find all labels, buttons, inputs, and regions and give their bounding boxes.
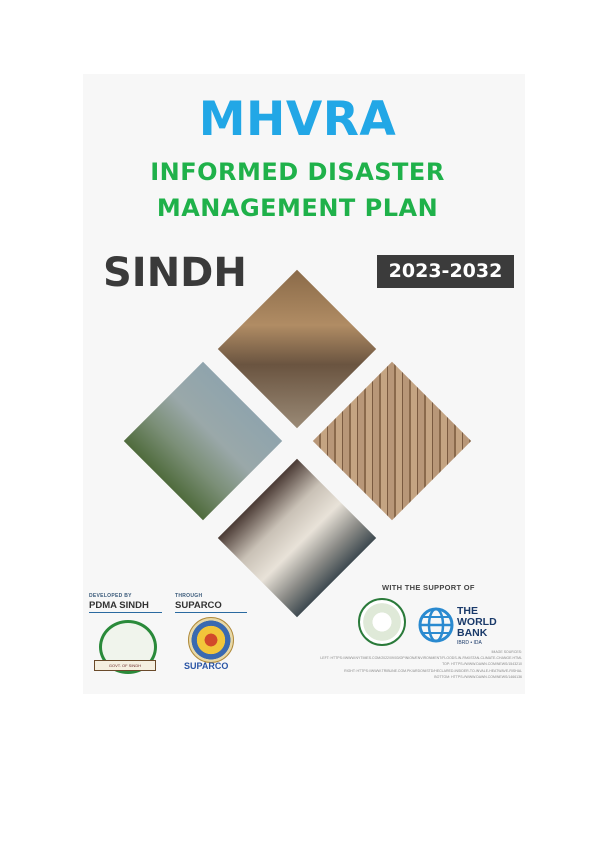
support-label: WITH THE SUPPORT OF bbox=[382, 583, 475, 592]
developed-by-label: DEVELOPED BY bbox=[89, 593, 132, 599]
suparco-logo-text: SUPARCO bbox=[184, 661, 229, 671]
region-label: SINDH bbox=[103, 250, 247, 296]
pdma-seal-ribbon: GOVT. OF SINDH bbox=[94, 660, 156, 671]
subtitle-line-1: INFORMED DISASTER bbox=[150, 158, 445, 186]
image-source-line: IMAGE SOURCES: bbox=[491, 650, 522, 654]
divider bbox=[89, 612, 162, 613]
pdma-sindh-name: PDMA SINDH bbox=[89, 600, 149, 611]
image-source-line: BOTTOM: HTTPS://WWW.DAWN.COM/NEWS/1466136 bbox=[434, 674, 522, 679]
divider bbox=[175, 612, 247, 613]
image-sources bbox=[262, 649, 522, 680]
suparco-logo-icon bbox=[188, 617, 234, 663]
world-bank-line-1: THE bbox=[457, 605, 478, 617]
subtitle-line-2: MANAGEMENT PLAN bbox=[156, 194, 439, 222]
image-source-line: TOP: HTTPS://WWW.DAWN.COM/NEWS/1543210 bbox=[442, 662, 522, 667]
sindh-government-emblem-icon bbox=[358, 598, 406, 646]
through-label: THROUGH bbox=[175, 593, 203, 599]
year-range-badge: 2023-2032 bbox=[377, 255, 514, 288]
world-bank-line-2: WORLD bbox=[457, 616, 497, 628]
image-source-line: RIGHT: HTTPS://WWW.TRIBUNE.COM.PK/ARDONISTD/HECLARED-INSIDER-TO-INVALE-HEATWAVE-RISHAL bbox=[344, 668, 522, 673]
suparco-name: SUPARCO bbox=[175, 600, 222, 611]
world-bank-globe-icon bbox=[418, 607, 454, 643]
world-bank-ibrd-ida: IBRD • IDA bbox=[457, 640, 482, 646]
world-bank-line-3: BANK bbox=[457, 627, 488, 639]
report-title: MHVRA bbox=[198, 92, 397, 147]
image-source-line: LEFT: HTTPS://WWW.NYTIMES.COM/2022/09/03/OPINION/ENVIRONMENT/FLOODS-IN-PAKISTAN-CLIMATE-CHANGE.HTML bbox=[320, 656, 522, 661]
